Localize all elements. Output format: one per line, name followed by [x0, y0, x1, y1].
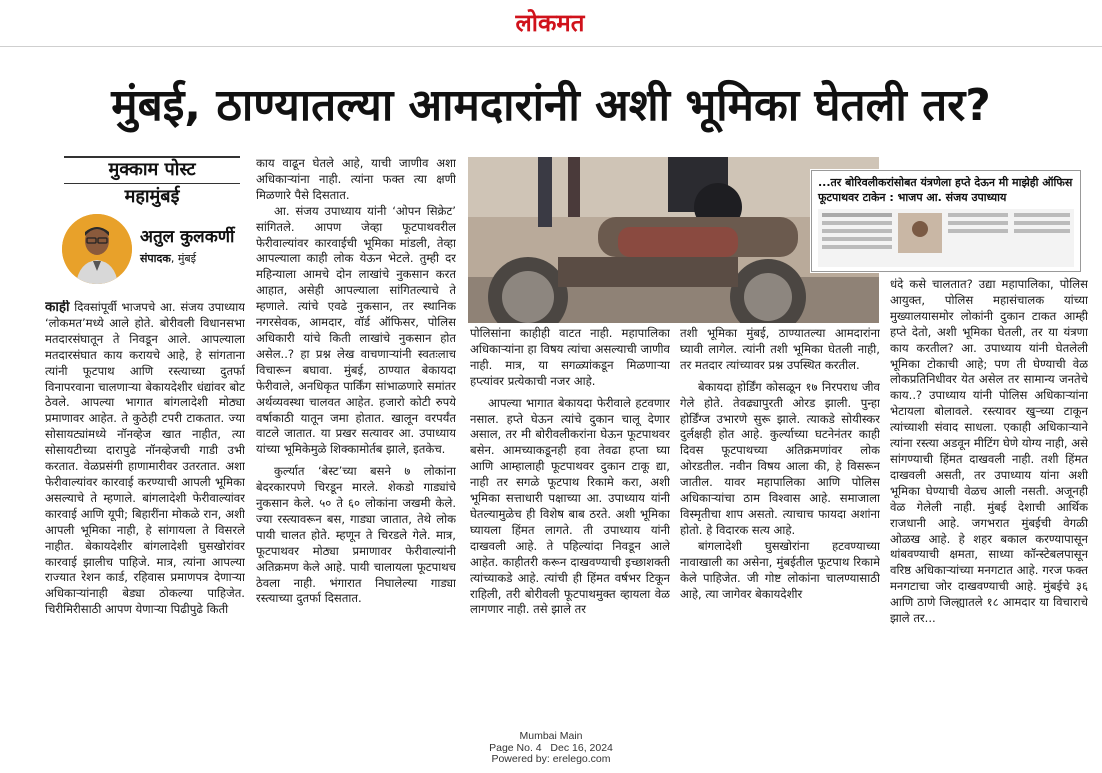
- inset-title: ...तर बोरिवलीकरांसोबत यंत्रणेला हप्ते देऊन मी माझेही ऑफिस फूटपाथवर टाकेन : भाजप आ. संजय उपाध्याय: [818, 176, 1073, 204]
- article-column-4: [680, 326, 880, 700]
- headline: मुंबई, ठाण्यातल्या आमदारांनी अशी भूमिका घेतली तर?: [111, 80, 991, 131]
- footer-edition: Mumbai Main: [519, 730, 583, 742]
- kicker-line-2: महामुंबई: [124, 186, 180, 207]
- article-paragraph: तशी भूमिका मुंबई, ठाण्यातल्या आमदारांना घ्यावी लागेल. त्यांनी तशी भूमिका घेतली नाही, तर मतदार त्यांच्यावर प्रश्न उपस्थित करतील.: [680, 326, 880, 372]
- author-name: अतुल कुलकर्णी: [140, 227, 235, 247]
- article-paragraph: पोलिसांना काहीही वाटत नाही. महापालिका अधिकाऱ्यांना हा विषय त्यांचा असल्याची जाणीव नाही. मात्र, या सगळ्यांकडून मिळणाऱ्या हप्त्यांवर प्रत्येकाची नजर आहे.: [470, 326, 670, 388]
- article-column-3: [470, 326, 670, 700]
- page-footer: [0, 731, 1102, 766]
- masthead: [0, 0, 1102, 47]
- author-role: [140, 252, 196, 266]
- kicker-rule-middle: [64, 183, 240, 184]
- footer-date: Dec 16, 2024: [550, 741, 613, 754]
- footer-powered-by[interactable]: Powered by: erelego.com: [491, 753, 611, 765]
- inset-clipping-body: [818, 209, 1074, 267]
- article-paragraph: आपल्या भागात बेकायदा फेरीवाले हटवणार नसाल. हप्ते घेऊन त्यांचे दुकान चालू देणार असाल, तर मी बोरीवलीकरांना घेऊन फूटपाथवर बसेन. आमच्याकडूनही हवा तेवढा हप्ता घ्या आणि आम्हालाही फूटपाथवर दुकान टाकू द्या, नाही तर सगळे फूटपाथ रिकामे करा, अशी भूमिका सत्ताधारी पक्षाच्या आ. उपाध्याय यांनी घेतल्यामुळेच ही विशेष बाब ठरते. अशी भूमिका घ्यायला हिंमत लागते. ती उपाध्याय यांनी दाखवली आहे. ते पहिल्यांदा निवडून आले आहेत. काहीतरी करून दाखवण्याची इच्छाशक्ती त्यांच्याकडे आहे. त्यांची ही हिंमत वर्षभर टिकून राहिली, तरी बोरीवली फूटपाथमुक्त व्हायला वेळ लागणार नाही. तसे झाले तर: [470, 395, 670, 617]
- article-paragraph: काय वाढून घेतले आहे, याची जाणीव अशा अधिकाऱ्यांना नाही. त्यांना फक्त त्या क्षणी मिळणारे पैसे दिसतात.: [256, 156, 456, 202]
- inset-clipping: [811, 170, 1081, 272]
- author-avatar: [62, 214, 132, 284]
- article-paragraph: आ. संजय उपाध्याय यांनी ‘ओपन सिक्रेट’ सांगितले. आपण जेव्हा फूटपाथवरील फेरीवाल्यांवर कारवाईची भूमिका मांडली, तेव्हा आपल्याला काही लोक येऊन भेटले. तुम्ही दर महिन्याला आमचे दोन लाखांचे नुकसान करत आहात, असेही आपल्याला सांगितल्याचे ते म्हणाले. त्यांचे एवढे नुकसान, तर स्थानिक नगरसेवक, आमदार, वॉर्ड ऑफिसर, पोलिस अधिकारी यांचे किती लाखांचे नुकसान होत असेल..? हा प्रश्न लेख वाचणाऱ्यांनी स्वतःलाच विचारून बघावा. मुंबई, ठाण्यात बेकायदा फेरीवाले, अनधिकृत पार्किंग सांभाळणारे समांतर अर्थव्यवस्था चालवत आहेत. हजारो कोटी रुपये वर्षाकाठी यातून जमा होतात. खालून वरपर्यंत वाटले जातात. या प्रखर सत्यावर आ. उपाध्याय यांच्या भूमिकेमुळे शिक्कामोर्तब झाले, इतकेच.: [256, 203, 456, 457]
- article-paragraph: बांगलादेशी घुसखोरांना हटवण्याच्या नावाखाली का असेना, मुंबईतील फूटपाथ रिकामे केले पाहिजेत. जी गोष्ट लोकांना चालण्यासाठी आहे, त्या जागेवर बेकायदेशीर: [680, 538, 880, 601]
- article-paragraph: कुर्ल्यात ‘बेस्ट’च्या बसने ७ लोकांना बेदरकारपणे चिरडून मारले. शेकडो गाड्यांचे नुकसान केले. ५० ते ६० लोकांना जखमी केले. ज्या रस्त्यावरून बस, गाड्या जातात, तेथे लोक पायी चालत होते. म्हणून ते चिरडले गेले. मात्र, फूटपाथवर मोठ्या प्रमाणावर फेरीवाल्यांनी अतिक्रमण केले आहे. पायी चालायला फूटपाथच ठेवला नाही. भंगारात निघालेल्या गाड्या रस्त्याच्या दुतर्फा दिसतात.: [256, 464, 456, 606]
- author-title: संपादक: [140, 252, 171, 265]
- paragraph-text: दिवसांपूर्वी भाजपचे आ. संजय उपाध्याय ‘लोकमत’मध्ये आले होते. बोरीवली विधानसभा मतदारसंघातून ते निवडून आले. आपल्याला मतदारसंघात काय करायचे आहे, हे सांगताना त्यांनी फूटपाथ आणि रस्त्याच्या दुतर्फा विनापरवाना चालणाऱ्या बेकायदेशीर धंद्यांवर बोट ठेवले. आपल्या भागात बांगलादेशी मोठ्या प्रमाणावर आहेत. ते कुठेही टपरी टाकतात. ज्या सोसायट्यांमध्ये नॉनव्हेज खात नाहीत, त्या सोसायटीच्या दारापुढे नॉनव्हेजची गाडी उभी करतात. वेळप्रसंगी हाणामारीवर उतरतात. अशा फेरीवाल्यांवर कारवाई करण्याची आपली भूमिका असल्याचे ते म्हणाले. बांगलादेशी फेरीवाल्यांवर कारवाई आणि यूपी; बिहारींना मोकळे रान, अशी आपली भूमिका नाही, हे सांगायला ते विसरले नाहीत. बेकायदेशीर बांगलादेशी घुसखोरांवर कारवाई झालीच पाहिजे. मात्र, त्यांना आपल्या राज्यात रेशन कार्ड, रहिवास प्रमाणपत्र देणाऱ्या अधिकाऱ्यांनाही बेड्या ठोकल्या पाहिजेत. चिरीमिरीसाठी आपण येणाऱ्या पिढीपुढे किती: [45, 300, 245, 617]
- footer-page: Page No. 4: [489, 741, 542, 754]
- dropcap-word: काही: [45, 300, 70, 315]
- article-paragraph: [45, 300, 245, 618]
- clipping-thumbnail-icon: [818, 209, 1074, 267]
- article-column-1: [45, 300, 245, 700]
- article-paragraph: बेकायदा होर्डिंग कोसळून १७ निरपराध जीव गेले होते. तेवढ्यापुरती ओरड झाली. पुन्हा होर्डिंग्ज उभारणे सुरू झाले. त्याकडे सोयीस्कर दुर्लक्षही होत आहे. कुर्ल्याच्या घटनेनंतर काही दिवस फूटपाथच्या अतिक्रमणांवर लोक ओरडतील. नवीन विषय आला की, हे विसरून जातील. यावर महापालिका आणि पोलिस अधिकाऱ्यांचा ठाम विश्वास आहे. समाजाला विस्मृतीचा शाप असतो. त्याचाच फायदा अशांना होतो. हे विदारक सत्य आहे.: [680, 379, 880, 537]
- author-portrait-icon: [62, 214, 132, 284]
- byline: [62, 212, 240, 288]
- lokmat-logo[interactable]: लोकमत: [515, 9, 585, 37]
- article-column-2: [256, 156, 456, 700]
- kicker-line-1: मुक्काम पोस्ट: [108, 159, 196, 180]
- article-column-5: [890, 277, 1088, 700]
- column-kicker: [64, 156, 240, 212]
- author-place: , मुंबई: [170, 252, 197, 265]
- article-paragraph: धंदे कसे चालतात? उद्या महापालिका, पोलिस आयुक्त, पोलिस महासंचालक यांच्या मुख्यालयासमोर लोकांनी दुकान टाकत आम्ही हप्ते देतो, अशी भूमिका घेतली, तर या यंत्रणा काय करतील? आ. उपाध्याय यांनी घेतलेली भूमिका टोकाची आहे; पण ती घेण्याची वेळ लोकप्रतिनिधीवर येत असेल तर सामान्य जनतेचे काय..? उपाध्याय यांनी पोलिस अधिकाऱ्यांना भेटायला बोलावले. रस्त्यावर खुऱ्च्या टाकून त्यांच्याशी संवाद साधला. एकाही अधिकाऱ्याने त्यांना रस्त्या अडवून मीटिंग घेणे योग्य नाही, असे सांगण्याची हिंमत दाखवली नाही. तशी हिंमत दाखवली असती, तर उपाध्याय यांना अशी भूमिका घेण्याची वेळच आली नसती. अजूनही वेळ गेलेली नाही. मुंबई देशाची आर्थिक राजधानी आहे. जगभरात मुंबईची वेगळी ओळख आहे. हे शहर बकाल करण्यापासून थांबवण्याची क्षमता, साध्या कॉन्स्टेबलपासून वरिष्ठ अधिकाऱ्यांच्या मनगटात आहे. गरज फक्त मनगटाचा जोर दाखवण्याची आहे. मुंबईचे ३६ आणि ठाणे जिल्ह्यातले १८ आमदार या विचाराचे झाले तर...: [890, 277, 1088, 626]
